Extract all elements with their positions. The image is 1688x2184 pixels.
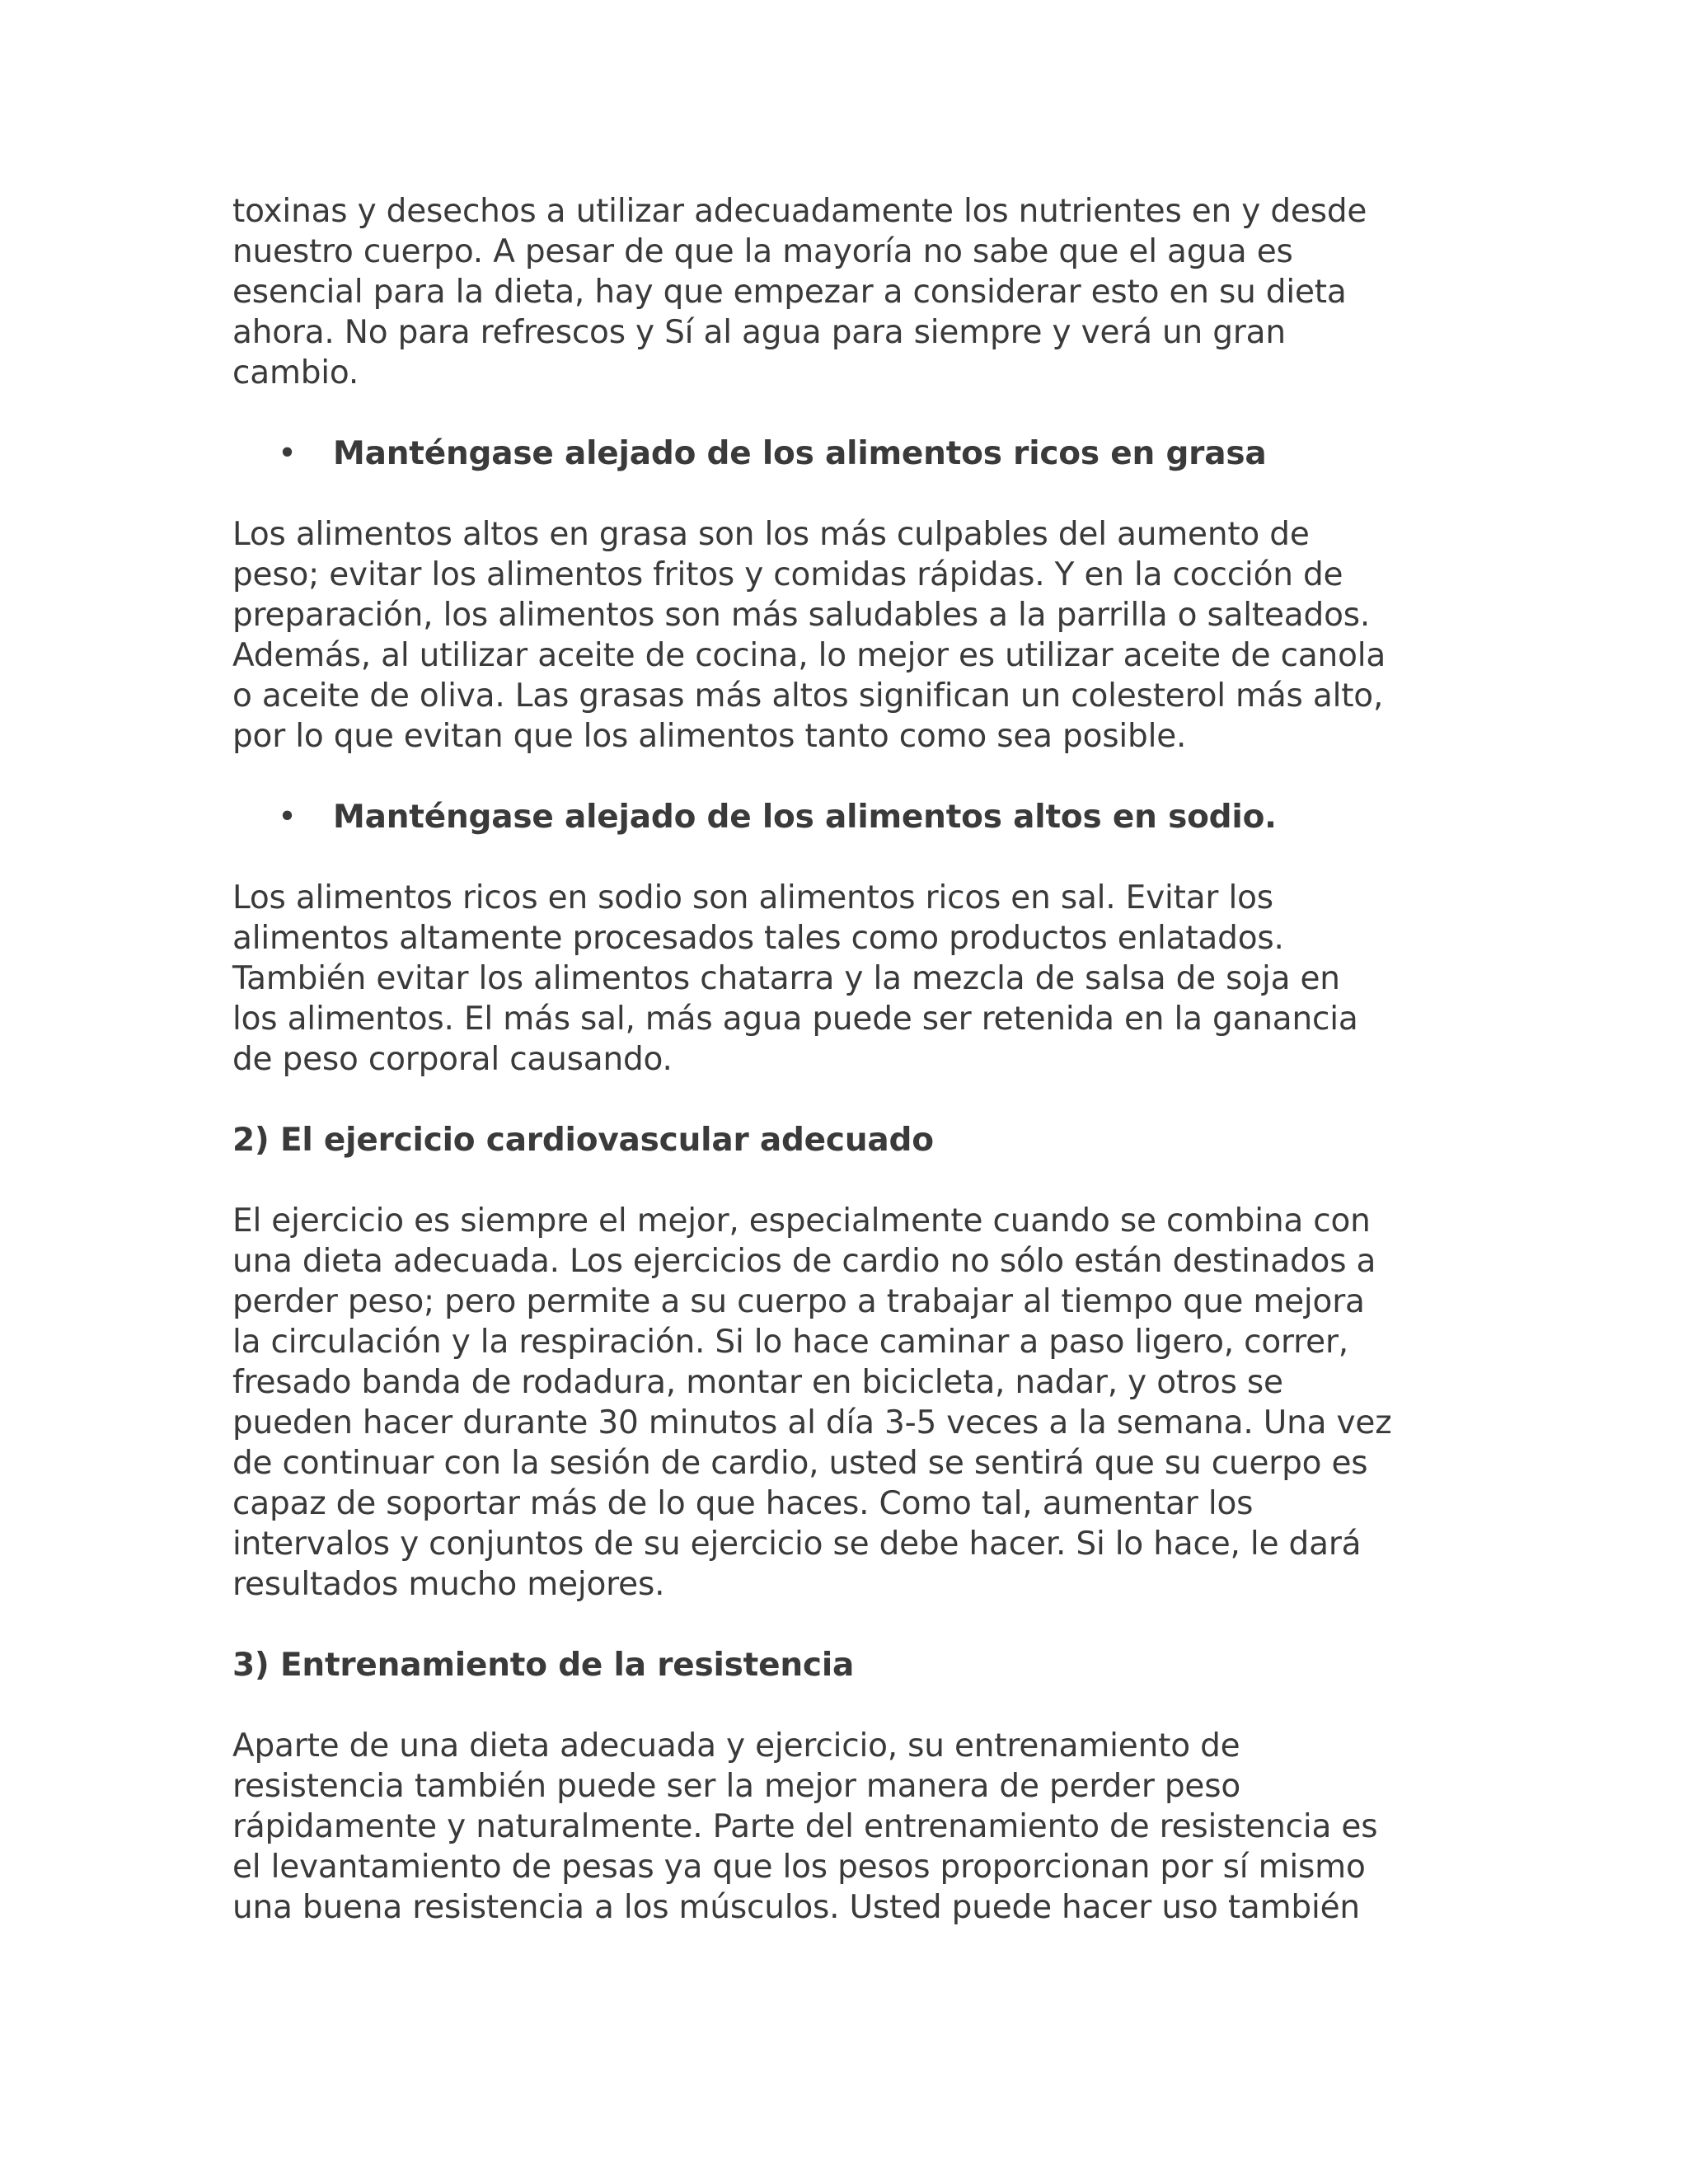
- heading-cardio: 2) El ejercicio cardiovascular adecuado: [232, 1122, 934, 1159]
- paragraph-fat-foods: Los alimentos altos en grasa son los más culpables del aumento de peso; evitar los alimentos fritos y comidas rápidas. Y en la cocción de preparación, los alimentos son más saludables a la parrilla o salteados. Además, al utilizar aceite de cocina, lo mejor es utilizar aceite de canola o aceite de oliva. Las grasas más altos significan un colesterol más alto, por lo que evitan que los alimentos tanto como sea posible.: [232, 516, 1386, 755]
- heading-resistance: 3) Entrenamiento de la resistencia: [232, 1647, 855, 1684]
- bullet-dot-icon: •: [278, 799, 297, 836]
- bullet-label-fat-foods: Manténgase alejado de los alimentos ricos en grasa: [333, 435, 1267, 472]
- paragraph-sodium-foods: Los alimentos ricos en sodio son alimentos ricos en sal. Evitar los alimentos altamente procesados tales como productos enlatados. También evitar los alimentos chatarra y la mezcla de salsa de soja en los alimentos. El más sal, más agua puede ser retenida en la ganancia de peso corporal causando.: [232, 879, 1358, 1078]
- paragraph-resistance: Aparte de una dieta adecuada y ejercicio, su entrenamiento de resistencia también puede ser la mejor manera de perder peso rápidamente y naturalmente. Parte del entrenamiento de resistencia es el levantamiento de pesas ya que los pesos proporcionan por sí mismo una buena resistencia a los músculos. Usted puede hacer uso también: [232, 1727, 1378, 1926]
- bullet-dot-icon: •: [278, 435, 297, 472]
- bullet-label-sodium-foods: Manténgase alejado de los alimentos altos en sodio.: [333, 799, 1277, 836]
- paragraph-water: toxinas y desechos a utilizar adecuadamente los nutrientes en y desde nuestro cuerpo. A pesar de que la mayoría no sabe que el agua es esencial para la dieta, hay que empezar a considerar esto en su dieta ahora. No para refrescos y Sí al agua para siempre y verá un gran cambio.: [232, 193, 1367, 391]
- paragraph-cardio: El ejercicio es siempre el mejor, especialmente cuando se combina con una dieta adecuada. Los ejercicios de cardio no sólo están destinados a perder peso; pero permite a su cuerpo a trabajar al tiempo que mejora la circulación y la respiración. Si lo hace caminar a paso ligero, correr, fresado banda de rodadura, montar en bicicleta, nadar, y otros se pueden hacer durante 30 minutos al día 3-5 veces a la semana. Una vez de continuar con la sesión de cardio, usted se sentirá que su cuerpo es capaz de soportar más de lo que haces. Como tal, aumentar los intervalos y conjuntos de su ejercicio se debe hacer. Si lo hace, le dará resultados mucho mejores.: [232, 1202, 1392, 1603]
- bullet-sodium-foods: [232, 797, 1469, 837]
- bullet-fat-foods: [232, 434, 1469, 474]
- document-body: [232, 191, 1469, 1968]
